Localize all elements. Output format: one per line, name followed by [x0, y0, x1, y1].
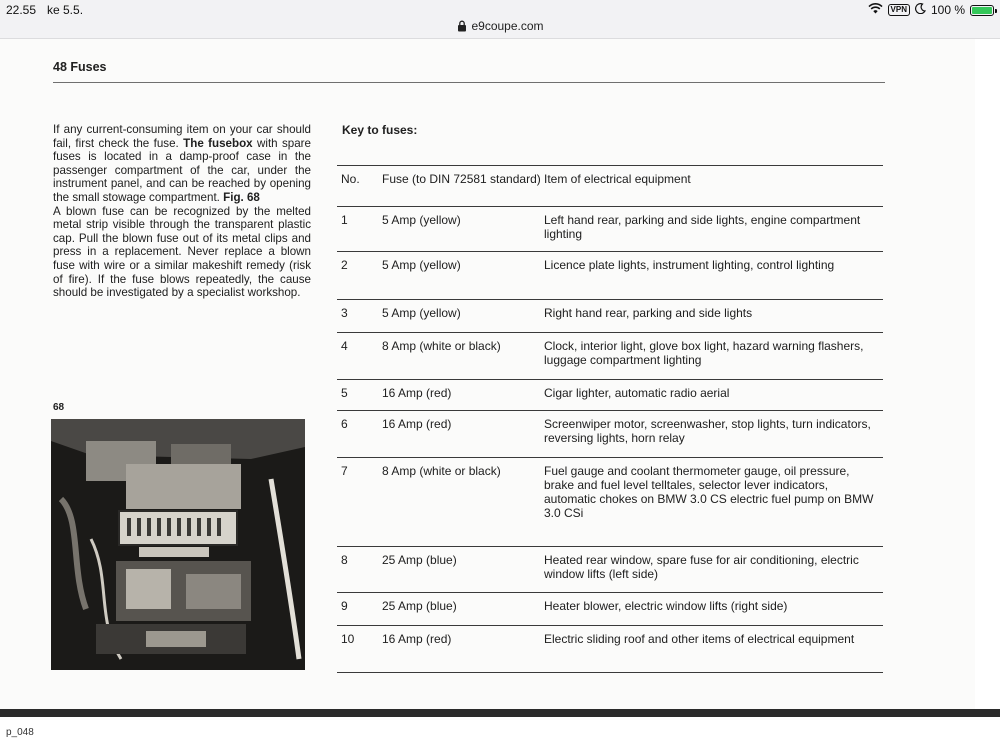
row-item: Right hand rear, parking and side lights	[544, 306, 753, 320]
row-item: Fuel gauge and coolant thermometer gauge, oil pressure, brake and fuel level telltales, selector lever indicators, automatic chokes on BMW 3.0 CS electric fuel pump on BMW 3.0 CSi	[544, 464, 874, 520]
header-fuse: Fuse (to DIN 72581 standard)	[382, 172, 541, 186]
row-no: 8	[341, 553, 348, 567]
header-item: Item of electrical equipment	[544, 172, 691, 186]
body-bold-fusebox: The fusebox	[183, 136, 253, 150]
table-row	[337, 252, 883, 300]
body-mid: with spare fuses is located in a damp-proof case in the passenger compartment of the car, under the instrument panel, and can be reached by opening the small stowage compartment.	[53, 136, 311, 204]
page-viewport[interactable]	[0, 39, 1000, 711]
row-fuse: 5 Amp (yellow)	[382, 306, 461, 320]
table-row	[337, 207, 883, 252]
table-row	[337, 411, 883, 458]
row-item: Licence plate lights, instrument lighting, control lighting	[544, 258, 835, 272]
status-indicators	[868, 2, 994, 18]
row-fuse: 16 Amp (red)	[382, 632, 452, 646]
battery-tip	[995, 9, 997, 13]
table-row	[337, 380, 883, 411]
moon-icon	[915, 3, 926, 17]
row-item: Electric sliding roof and other items of electrical equipment	[544, 632, 855, 646]
row-no: 9	[341, 599, 348, 613]
row-item: Clock, interior light, glove box light, hazard warning flashers, luggage compartment lighting	[544, 339, 864, 367]
row-fuse: 25 Amp (blue)	[382, 599, 457, 613]
body-intro: If any current-consuming item on your car should fail, first check the fuse.	[53, 123, 311, 150]
row-fuse: 8 Amp (white or black)	[382, 339, 501, 353]
browser-top-bar	[0, 0, 1000, 39]
right-margin	[975, 39, 1000, 711]
row-item: Heated rear window, spare fuse for air conditioning, electric window lifts (left side)	[544, 553, 859, 581]
key-to-fuses-title: Key to fuses:	[342, 123, 418, 137]
row-fuse: 25 Amp (blue)	[382, 553, 457, 567]
row-fuse: 16 Amp (red)	[382, 386, 452, 400]
fusebox-photo	[51, 419, 305, 670]
row-no: 6	[341, 417, 348, 431]
row-no: 4	[341, 339, 348, 353]
status-date: ke 5.5.	[47, 3, 84, 17]
row-no: 3	[341, 306, 348, 320]
row-item: Left hand rear, parking and side lights, engine compartment lighting	[544, 213, 861, 241]
table-row	[337, 626, 883, 673]
row-item: Cigar lighter, automatic radio aerial	[544, 386, 730, 400]
row-fuse: 5 Amp (yellow)	[382, 258, 461, 272]
page-bottom-edge	[0, 709, 1000, 717]
table-row	[337, 458, 883, 547]
row-no: 10	[341, 632, 355, 646]
row-fuse: 8 Amp (white or black)	[382, 464, 501, 478]
header-no: No.	[341, 172, 360, 186]
row-item: Screenwiper motor, screenwasher, stop lights, turn indicators, reversing lights, horn relay	[544, 417, 871, 445]
table-row	[337, 333, 883, 380]
battery-icon	[970, 5, 994, 16]
scanned-page	[0, 39, 975, 709]
table-header-row	[337, 165, 883, 207]
row-no: 1	[341, 213, 348, 227]
row-fuse: 5 Amp (yellow)	[382, 213, 461, 227]
table-row	[337, 593, 883, 626]
body-rest: A blown fuse can be recognized by the melted metal strip visible through the transparent plastic cap. Pull the blown fuse out of its metal clips and press in a replacement. Never replace a blown fuse with wire or a similar makeshift remedy (risk of fire). If the fuse blows repeatedly, the cause should be investigated by a specialist workshop.	[53, 204, 311, 300]
status-time: 22.55	[6, 3, 37, 17]
lock-icon	[456, 20, 468, 32]
fuse-table	[337, 165, 883, 673]
row-item: Heater blower, electric window lifts (right side)	[544, 599, 788, 613]
figure-label: 68	[53, 402, 65, 413]
page-header: 48 Fuses	[53, 60, 107, 74]
header-rule	[53, 82, 885, 83]
row-fuse: 16 Amp (red)	[382, 417, 452, 431]
row-no: 5	[341, 386, 348, 400]
wifi-icon	[868, 3, 883, 17]
table-row	[337, 300, 883, 333]
table-row	[337, 547, 883, 593]
battery-level-fill	[972, 7, 992, 14]
page-filename-label: p_048	[6, 727, 34, 738]
row-no: 2	[341, 258, 348, 272]
row-no: 7	[341, 464, 348, 478]
url-text[interactable]: e9coupe.com	[471, 19, 544, 33]
vpn-icon: VPN	[888, 4, 910, 16]
fuse-instructions-text	[53, 123, 311, 300]
address-bar[interactable]	[0, 19, 1000, 33]
battery-percent: 100 %	[930, 3, 965, 17]
figure-reference: Fig. 68	[223, 190, 260, 204]
